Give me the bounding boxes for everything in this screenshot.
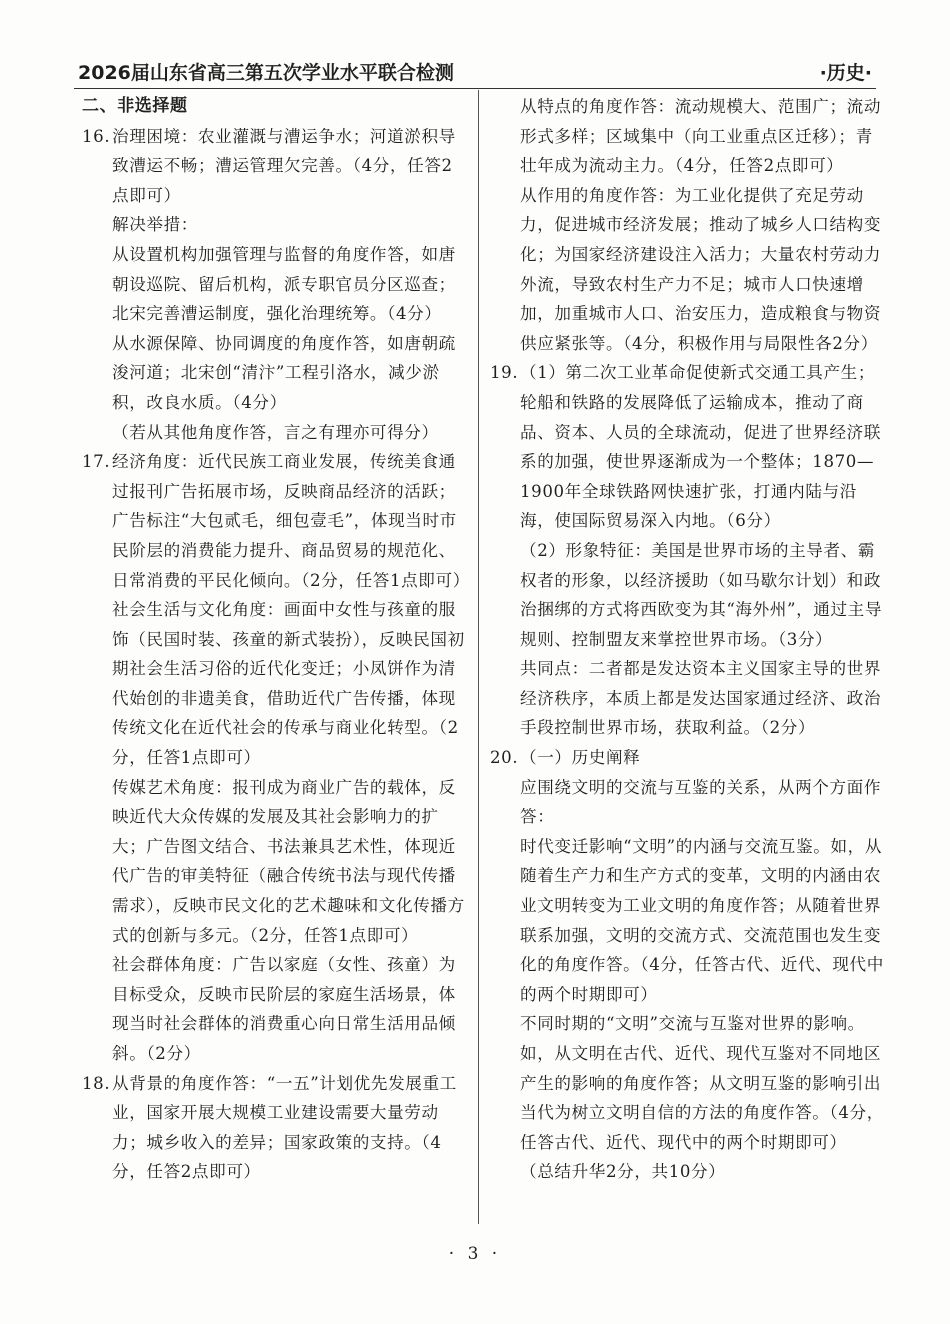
question-number: 17. xyxy=(82,452,111,472)
question-18-continued xyxy=(490,92,886,358)
answer-paragraph: （1）第二次工业革命促使新式交通工具产生；轮船和铁路的发展降低了运输成本，推动了商品、资本、人员的全球流动，促进了世界经济联系的加强，使世界逐渐成为一个整体；1870—1900年全球铁路网快速扩张，打通内陆与沿海，使国际贸易深入内地。（6分） xyxy=(520,363,882,531)
column-divider xyxy=(478,90,479,1224)
question-number: 20. xyxy=(490,748,519,768)
answer-note: （总结升华2分，共10分） xyxy=(520,1162,726,1182)
question-number: 16. xyxy=(82,126,111,146)
exam-title: 2026届山东省高三第五次学业水平联合检测 xyxy=(78,62,454,84)
answer-line: 点即可） xyxy=(112,185,181,205)
page-number: · 3 · xyxy=(448,1244,502,1264)
answer-paragraph: 不同时期的“文明”交流与互鉴对世界的影响。如，从文明在古代、近代、现代互鉴对不同地区产生的影响的角度作答；从文明互鉴的影响引出当代为树立文明自信的方法的角度作答。（4分，任答古代、近代、现代中的两个时期即可） xyxy=(520,1014,884,1152)
answer-paragraph: 共同点：二者都是发达资本主义国家主导的世界经济秩序，本质上都是发达国家通过经济、政治手段控制世界市场，获取利益。（2分） xyxy=(520,659,882,738)
answer-paragraph: 经济角度：近代民族工商业发展，传统美食通过报刊广告拓展市场，反映商品经济的活跃；广告标注“大包贰毛，细包壹毛”，体现当时市民阶层的消费能力提升、商品贸易的规范化、日常消费的平民化倾向。（2分，任答1点即可） xyxy=(112,452,470,590)
left-column xyxy=(82,92,470,1187)
answer-paragraph: 从水源保障、协同调度的角度作答，如唐朝疏浚河道；北宋创“清汴”工程引洛水，减少淤积，改良水质。（4分） xyxy=(112,333,456,412)
answer-paragraph: 应围绕文明的交流与互鉴的关系，从两个方面作答： xyxy=(520,777,882,827)
question-16 xyxy=(82,122,466,448)
answer-paragraph: 传媒艺术角度：报刊成为商业广告的载体，反映近代大众传媒的发展及其社会影响力的扩大；广告图文结合、书法兼具艺术性，体现近代广告的审美特征（融合传统书法与现代传播需求），反映市民文化的艺术趣味和文化传播方式的创新与多元。（2分，任答1点即可） xyxy=(112,777,465,945)
answer-paragraph: 社会生活与文化角度：画面中女性与孩童的服饰（民国时装、孩童的新式装扮），反映民国初期社会生活习俗的近代化变迁；小凤饼作为清代始创的非遗美食，借助近代广告传播，体现传统文化在近代社会的传承与商业化转型。（2分，任答1点即可） xyxy=(112,600,465,768)
answer-line: 治理困境：农业灌溉与漕运争水；河道淤积导 xyxy=(112,126,456,146)
question-20 xyxy=(490,743,886,1187)
answer-paragraph: 从作用的角度作答：为工业化提供了充足劳动力，促进城市经济发展；推动了城乡人口结构变化；为国家经济建设注入活力；大量农村劳动力外流，导致农村生产力不足；城市人口快速增加，加重城市人口、治安压力，造成粮食与物资供应紧张等。（4分，积极作用与局限性各2分） xyxy=(520,185,882,353)
question-17 xyxy=(82,447,470,1068)
answer-paragraph: 解决举措： xyxy=(112,215,198,235)
question-number: 19. xyxy=(490,363,519,383)
answer-paragraph: 社会群体角度：广告以家庭（女性、孩童）为目标受众，反映市民阶层的家庭生活场景，体现当时社会群体的消费重心向日常生活用品倾斜。（2分） xyxy=(112,955,456,1063)
answer-line: 致漕运不畅；漕运管理欠完善。（4分，任答2 xyxy=(112,156,453,176)
section-title: 二、非选择题 xyxy=(82,96,188,116)
answer-note: （若从其他角度作答，言之有理亦可得分） xyxy=(112,422,439,442)
question-number: 18. xyxy=(82,1073,111,1093)
answer-paragraph: 从设置机构加强管理与监督的角度作答，如唐朝设巡院、留后机构，派专职官员分区巡查；北宋完善漕运制度，强化治理统筹。（4分） xyxy=(112,244,456,324)
answer-paragraph: （2）形象特征：美国是世界市场的主导者、霸权者的形象，以经济援助（如马歇尔计划）和政治捆绑的方式将西欧变为其“海外州”，通过主导规则、控制盟友来掌控世界市场。（3分） xyxy=(520,540,883,649)
answer-paragraph: 从特点的角度作答：流动规模大、范围广；流动形式多样；区域集中（向工业重点区迁移）；青壮年成为流动主力。（4分，任答2点即可） xyxy=(520,97,882,176)
answer-paragraph: 从背景的角度作答：“一五”计划优先发展重工业，国家开展大规模工业建设需要大量劳动力；城乡收入的差异；国家政策的支持。（4分，任答2点即可） xyxy=(112,1073,457,1182)
right-column xyxy=(490,92,886,1187)
question-18 xyxy=(82,1069,466,1187)
answer-paragraph: 时代变迁影响“文明”的内涵与交流互鉴。如，从随着生产力和生产方式的变革，文明的内涵由农业文明转变为工业文明的角度作答；从随着世界联系加强，文明的交流方式、交流范围也发生变化的角度作答。（4分，任答古代、近代、现代中的两个时期即可） xyxy=(520,836,884,1004)
answer-heading: （一）历史阐释 xyxy=(520,748,641,768)
subject-label: ·历史· xyxy=(819,62,872,84)
page-header xyxy=(74,52,876,89)
question-19 xyxy=(490,358,886,743)
